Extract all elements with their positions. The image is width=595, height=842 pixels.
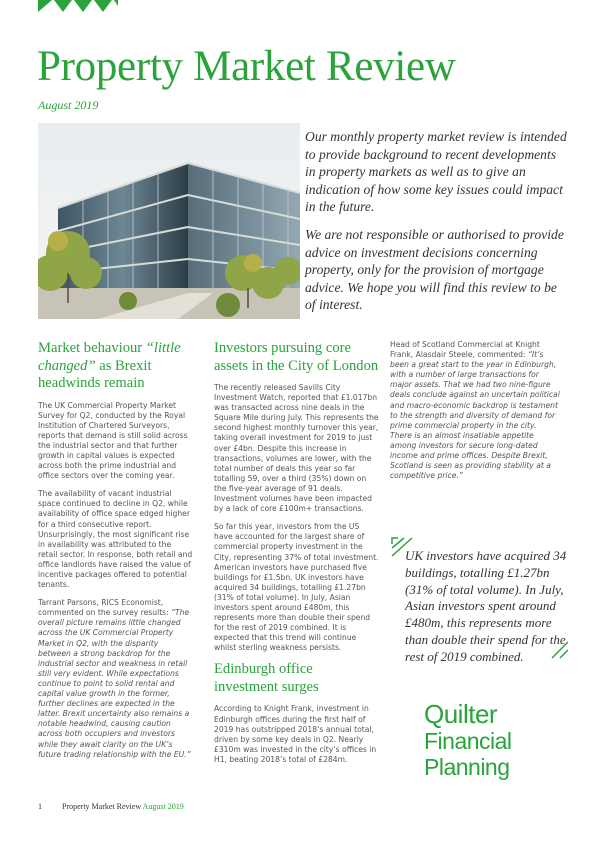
body-paragraph: Tarrant Parsons, RICS Economist, commented on the survey results: “The overall picture remains little changed across the UK Commercial Property Market in Q2, with the disparity between a strong backdrop for the industrial sector and weakness in retail still very evident. While expectations continue to point to solid rental and capital value growth in the former, further declines are expected in the latter. Brexit uncertainty also remains a notable headwind, causing caution across both occupiers and investors while they await clarity on the UK’s future trading relationship with the EU.” [38,598,191,759]
intro [305,128,567,324]
page-title: Property Market Review [37,43,456,90]
body-paragraph: The recently released Savills City Investment Watch, reported that £1.017bn was transacted across nine deals in the Square Mile during July. This represents the second highest monthly turnover this year, taking overall investment for 2019 to just over £4bn. Despite this increase in transactions, volumes are lower, with the total number of deals this year so far totalling 59, over a third (35%) down on the five-year average of 91 deals. Investment volumes have been impacted by a lack of core £100m+ transactions. [214,383,379,514]
pull-quote [390,536,568,664]
footer-date: August 2019 [142,802,184,811]
body-paragraph: The availability of vacant industrial space continued to decline in Q2, while availability of office space edged higher for a third consecutive report. Unsurprisingly, the most significant rise in availability was attributed to the retail sector. In response, both retail and office landlords have raised the value of incentive packages offered to potential tenants. [38,489,193,590]
body-paragraph: The UK Commercial Property Market Survey for Q2, conducted by the Royal Institution of Chartered Surveyors, reports that demand is still solid across the industrial sector and that further growth in capital values is expected across both the prime industrial and office sectors over the coming year. [38,400,188,481]
page-footer [38,802,184,811]
quote: “It’s been a great start to the year in Edinburgh, with a number of large transactions for major assets. That we had two nine-figure deals conclude against an uncertain political and macro-economic backdrop is testament to the strength and diversity of demand for prime commercial property in the city. There is an almost insatiable appetite among investors for secure long-dated income and prime offices. Despite Brexit, Scotland is seen as providing stability at a competitive price.” [390,350,560,481]
column-1 [38,340,193,768]
header-decoration [38,0,118,14]
logo-line: Planning [424,754,510,780]
footer-title: Property Market Review [62,802,142,811]
logo-line: Quilter [424,699,498,729]
quilter-logo [424,700,564,780]
section-heading-market-behaviour: Market behaviour “little changed” as Brexit headwinds remain [38,340,181,391]
issue-date: August 2019 [38,98,99,112]
quote: “The overall picture remains little changed across the UK Commercial Property Market in Q2, with the disparity between a strong backdrop for the industrial sector and weakness in retail still very evident. While expectations continue to point to solid rental and capital value growth in the former, further declines are expected in the latter. Brexit uncertainty also remains a notable headwind, causing caution across both occupiers and investors while they await clarity on the UK’s future trading relationship with the EU.” [38,608,191,759]
intro-paragraph: Our monthly property market review is intended to provide background to recent developments in property markets as well as to give an indication of how some key issues could impact in the future. [305,129,567,215]
column-2 [214,340,379,773]
body-paragraph: So far this year, investors from the US have accounted for the largest share of commercial property investment in the City, representing 37% of total investment. American investors have purchased five buildings for £1.5bn. UK investors have acquired 34 buildings, totalling £1.27bn (31% of total volume). In July, Asian investors spent around £480m, this represents more than double their spend for the rest of 2019 combined. It is expected that this trend will continue whilst sterling weakness persists. [214,522,379,653]
intro-paragraph: We are not responsible or authorised to provide advice on investment decisions concerning property, only for the provision of mortgage advice. We hope you will find this review to be of interest. [305,226,564,313]
body-paragraph: According to Knight Frank, investment in Edinburgh offices during the first half of 2019 has outstripped 2018’s annual total, driven by some key deals in Q2. Nearly £310m was invested in the city’s offices in H1, beating 2018’s total of £284m. [214,704,377,764]
logo-line: Financial [424,728,512,754]
section-heading-edinburgh: Edinburgh office investment surges [214,661,319,695]
pull-quote-text: UK investors have acquired 34 buildings, totalling £1.27bn (31% of total volume). In July, Asian investors spent around £480m, this represents more than double their spend for the rest of 2019 combined. [405,548,567,664]
section-heading-city-of-london: Investors pursuing core assets in the City of London [214,340,379,374]
building-photo [38,123,300,319]
body-paragraph: Head of Scotland Commercial at Knight Frank, Alasdair Steele, commented: “It’s been a great start to the year in Edinburgh, with a number of large transactions for major assets. That we had two nine-figure deals conclude against an uncertain political and macro-economic backdrop is testament to the strength and diversity of demand for prime commercial property in the city. There is an almost insatiable appetite among investors for secure long-dated income and prime offices. Despite Brexit, Scotland is seen as providing stability at a competitive price.” [390,340,560,481]
column-3 [390,340,560,489]
page-number: 1 [38,802,42,811]
